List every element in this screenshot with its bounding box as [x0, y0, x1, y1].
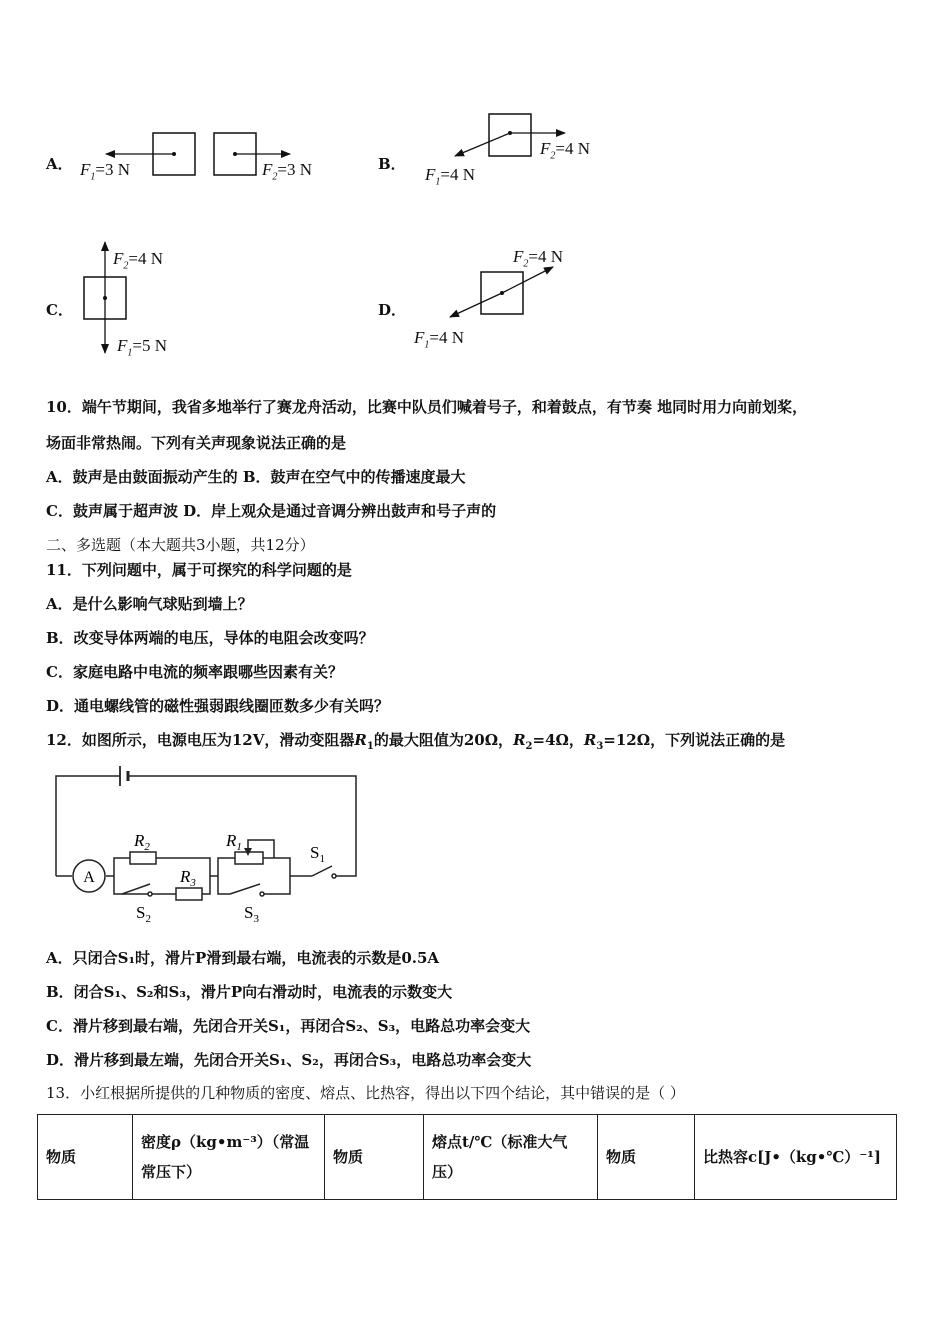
force-label-a-f1: $F_1=3$ N [80, 160, 131, 183]
q12-option-b: B．闭合S₁、S₂和S₃，滑片P向右滑动时，电流表的示数变大 [46, 983, 453, 1001]
resistor-r3 [176, 888, 202, 900]
resistor-r3-label: $R_3$ [180, 867, 196, 889]
table-cell: 物质 [598, 1115, 695, 1200]
option-a-letter: A． [46, 155, 73, 173]
properties-table [37, 1114, 897, 1200]
force-label-b-f2: $F_2=4$ N [540, 139, 591, 162]
diagram-d [450, 267, 553, 317]
q12-option-a: A．只闭合S₁时，滑片P滑到最右端，电流表的示数是0.5A [46, 949, 440, 967]
table-cell: 熔点t/℃（标准大气压） [424, 1115, 598, 1200]
switch-s1 [312, 866, 336, 878]
resistor-r2 [130, 852, 156, 864]
q10-options-cd: C．鼓声属于超声波 D．岸上观众是通过音调分辨出鼓声和号子声的 [46, 502, 497, 520]
table-cell: 物质 [38, 1115, 133, 1200]
force-label-b-f1: $F_1=4$ N [425, 165, 476, 188]
q11-option-b: B．改变导体两端的电压，导体的电阻会改变吗？ [46, 629, 374, 647]
ammeter-label: A [83, 869, 95, 886]
switch-s1-label: $S_1$ [310, 843, 325, 865]
rheostat-r1-label: $R_1$ [226, 831, 242, 853]
q11-stem: 11．下列问题中，属于可探究的科学问题的是 [46, 561, 352, 579]
force-label-d-f1: $F_1=4$ N [414, 328, 465, 351]
q11-option-d: D．通电螺线管的磁性强弱跟线圈匝数多少有关吗？ [46, 697, 390, 715]
table-cell: 物质 [325, 1115, 424, 1200]
table-cell: 比热容c[J•（kg•℃）⁻¹] [695, 1115, 897, 1200]
option-c-letter: C． [46, 301, 73, 319]
table-row [38, 1115, 897, 1200]
force-label-c-f2: $F_2=4$ N [113, 249, 164, 272]
section-heading: 二、多选题（本大题共3小题，共12分） [46, 536, 315, 554]
q10-stem-line2: 场面非常热闹。下列有关声现象说法正确的是 [46, 434, 347, 452]
q13-stem: 13．小红根据所提供的几种物质的密度、熔点、比热容，得出以下四个结论，其中错误的是（ ） [46, 1084, 685, 1102]
force-label-a-f2: $F_2=3$ N [262, 160, 313, 183]
force-label-c-f1: $F_1=5$ N [117, 336, 168, 359]
switch-s3-label: $S_3$ [244, 903, 259, 922]
q11-option-a: A．是什么影响气球贴到墙上？ [46, 595, 253, 613]
resistor-r2-label: $R_2$ [134, 831, 150, 853]
force-label-d-f2: $F_2=4$ N [513, 247, 564, 270]
q10-stem-line1: 10．端午节期间，我省多地举行了赛龙舟活动，比赛中队员们喊着号子，和着鼓点，有节奏 地同时用力向前划桨， [46, 398, 808, 416]
switch-s3 [230, 884, 264, 896]
q11-option-c: C．家庭电路中电流的频率跟哪些因素有关？ [46, 663, 343, 681]
option-b-letter: B． [378, 155, 406, 173]
q12-option-d: D．滑片移到最左端，先闭合开关S₁、S₂，再闭合S₃，电路总功率会变大 [46, 1051, 532, 1069]
q10-options-ab: A．鼓声是由鼓面振动产生的 B．鼓声在空气中的传播速度最大 [46, 468, 466, 486]
switch-s2-label: $S_2$ [136, 903, 151, 922]
option-d-letter: D． [378, 301, 407, 319]
table-cell: 密度ρ（kg•m⁻³）（常温常压下） [133, 1115, 325, 1200]
q12-option-c: C．滑片移到最右端，先闭合开关S₁，再闭合S₂、S₃，电路总功率会变大 [46, 1017, 531, 1035]
q12-stem: 12．如图所示，电源电压为12V，滑动变阻器$R_1$的最大阻值为20Ω，$R_2=4\Omega$，$R_3=12\Omega$，下列说法正确的是 [46, 731, 786, 752]
circuit-diagram [50, 762, 370, 922]
